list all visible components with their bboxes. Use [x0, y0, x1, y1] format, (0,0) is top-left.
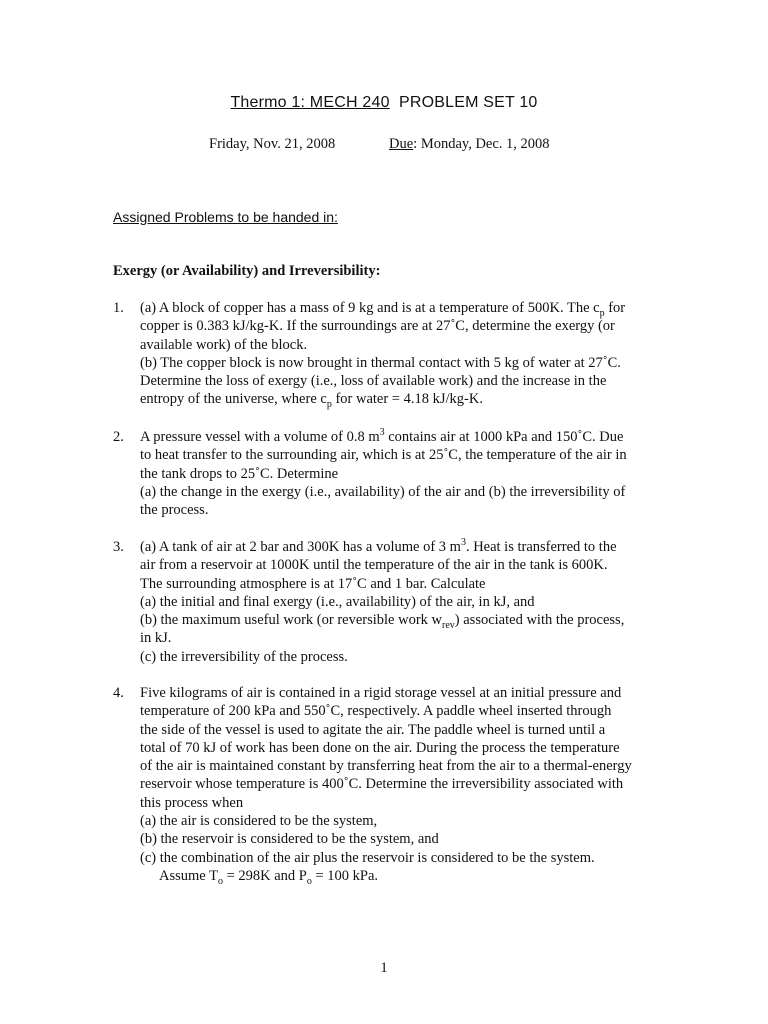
due-label: Due	[389, 136, 414, 152]
line-text: = 298K and P	[222, 867, 307, 884]
problem-line	[140, 299, 658, 317]
problem-line: in kJ.	[140, 630, 172, 647]
subscript: rev	[442, 620, 455, 632]
line-text: . Heat is transferred to the	[465, 539, 617, 555]
problem-line	[140, 867, 658, 885]
problem-line: Five kilograms of air is contained in a rigid storage vessel at an initial pressure and	[140, 685, 622, 701]
problem-set-title: PROBLEM SET 10	[398, 94, 538, 111]
problem-number: 1.	[113, 300, 124, 316]
line-text: contains air at 1000 kPa and 150˚C. Due	[384, 429, 624, 445]
problem-body	[140, 538, 658, 666]
line-text: entropy of the universe, where c	[140, 391, 327, 408]
problem-line: (a) the air is considered to be the system,	[140, 813, 378, 830]
problem-line: Determine the loss of exergy (i.e., loss of available work) and the increase in the	[140, 373, 607, 390]
problem-number: 4.	[113, 685, 124, 701]
line-text: (a) A block of copper has a mass of 9 kg and is at a temperature of 500K. The c	[140, 300, 600, 316]
problem-body	[140, 684, 658, 885]
problem-line: copper is 0.383 kJ/kg-K. If the surroundings are at 27˚C, determine the exergy (or	[140, 318, 615, 335]
due-date: : Monday, Dec. 1, 2008	[413, 136, 550, 152]
line-text: (b) the maximum useful work (or reversible work w	[140, 612, 443, 629]
problem-line	[140, 428, 658, 446]
superscript: 3	[460, 537, 466, 549]
problem-line: (b) the reservoir is considered to be the system, and	[140, 831, 439, 848]
problem-line: reservoir whose temperature is 400˚C. Determine the irreversibility associated with	[140, 776, 624, 793]
problem-line	[140, 538, 658, 556]
page-title	[0, 94, 768, 112]
problem-line: (c) the irreversibility of the process.	[140, 648, 348, 665]
problem-line: the side of the vessel is used to agitate the air. The paddle wheel is turned until a	[140, 721, 606, 738]
problem-1	[113, 299, 658, 409]
problem-line: air from a reservoir at 1000K until the temperature of the air in the tank is 600K.	[140, 557, 608, 574]
problem-line: the tank drops to 25˚C. Determine	[140, 465, 339, 482]
problem-line: (c) the combination of the air plus the reservoir is considered to be the system.	[140, 849, 595, 866]
subscript: p	[599, 307, 605, 319]
section-heading: Exergy (or Availability) and Irreversibility:	[113, 263, 381, 279]
problem-number: 2.	[113, 429, 124, 445]
page-number: 1	[380, 960, 388, 976]
issued-date: Friday, Nov. 21, 2008	[209, 136, 336, 152]
problem-number: 3.	[113, 539, 124, 555]
problem-4	[113, 684, 658, 885]
problem-line: to heat transfer to the surrounding air, which is at 25˚C, the temperature of the air in	[140, 447, 627, 464]
date-line	[209, 136, 629, 153]
problem-line: (a) the change in the exergy (i.e., availability) of the air and (b) the irreversibility of	[140, 483, 626, 500]
problem-line: this process when	[140, 794, 244, 811]
problem-line: (a) the initial and final exergy (i.e., availability) of the air, in kJ, and	[140, 593, 535, 610]
subscript: p	[326, 399, 332, 411]
problem-body	[140, 299, 658, 409]
problem-line: the process.	[140, 502, 209, 519]
problem-line: available work) of the block.	[140, 336, 308, 353]
line-text: for water = 4.18 kJ/kg-K.	[331, 391, 483, 408]
problem-line: total of 70 kJ of work has been done on the air. During the process the temperature	[140, 739, 620, 756]
line-text: A pressure vessel with a volume of 0.8 m	[140, 429, 380, 445]
course-title: Thermo 1: MECH 240	[230, 94, 390, 111]
line-text: ) associated with the process,	[454, 612, 625, 629]
superscript: 3	[379, 427, 385, 439]
problem-body	[140, 428, 658, 519]
problem-line	[140, 390, 658, 411]
problem-line	[140, 611, 658, 632]
problem-3	[113, 538, 658, 666]
line-text: = 100 kPa.	[311, 867, 379, 884]
problem-line: of the air is maintained constant by transferring heat from the air to a thermal-energy	[140, 758, 632, 775]
subscript: o	[306, 875, 312, 887]
due-date-group	[389, 136, 550, 153]
problem-line: (b) The copper block is now brought in thermal contact with 5 kg of water at 27˚C.	[140, 354, 621, 371]
subscript: o	[217, 875, 223, 887]
assigned-heading: Assigned Problems to be handed in:	[113, 209, 338, 225]
line-text: (a) A tank of air at 2 bar and 300K has a volume of 3 m	[140, 539, 461, 555]
line-text: Assume T	[159, 867, 218, 884]
problem-line: The surrounding atmosphere is at 17˚C and 1 bar. Calculate	[140, 575, 486, 592]
line-text: for	[604, 300, 626, 316]
problem-line: temperature of 200 kPa and 550˚C, respectively. A paddle wheel inserted through	[140, 703, 612, 720]
problem-2	[113, 428, 658, 519]
